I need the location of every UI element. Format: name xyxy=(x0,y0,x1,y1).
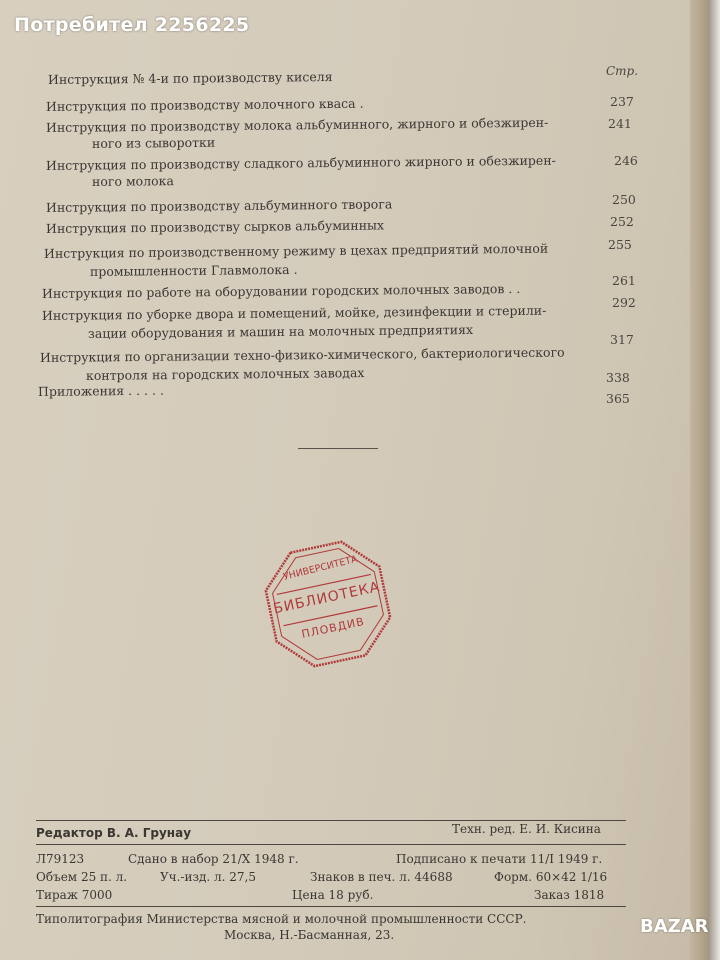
toc-entry: Инструкция по производству молочного кваса . xyxy=(45,95,364,114)
imprint-format: Форм. 60×42 1/16 xyxy=(494,870,608,884)
toc-entry: Инструкция по производству альбуминного творога xyxy=(45,196,393,215)
toc-entry: Инструкция по производству сырков альбуминных xyxy=(45,217,385,236)
imprint-code: Л79123 xyxy=(36,852,85,866)
imprint-bottom-rule xyxy=(36,906,626,907)
imprint-volume: Объем 25 п. л. xyxy=(36,870,128,884)
toc-page-number: 338 xyxy=(606,370,630,385)
toc-entry-continued: ного из сыворотки xyxy=(91,134,216,151)
toc-page-number: 250 xyxy=(612,192,636,207)
section-divider xyxy=(298,448,378,449)
imprint-block xyxy=(0,810,706,960)
imprint-order: Заказ 1818 xyxy=(534,888,605,902)
imprint-price: Цена 18 руб. xyxy=(292,888,374,902)
stamp-top-text: УНИВЕРСИТЕТА xyxy=(282,553,359,583)
imprint-publisher-sheets: Уч.-изд. л. 27,5 xyxy=(160,870,257,884)
toc-page-header: Стр. xyxy=(606,64,639,78)
printer-line: Типолитография Министерства мясной и молочной промышленности СССР. xyxy=(36,912,527,926)
imprint-signed: Подписано к печати 11/I 1949 г. xyxy=(396,852,603,866)
toc-entry-continued: контроля на городских молочных заводах xyxy=(85,365,365,383)
toc-entry: Инструкция по уборке двора и помещений, мойке, дезинфекции и стерили- xyxy=(41,302,547,323)
toc-page-number: 241 xyxy=(608,116,632,131)
toc-entry: Инструкция по производству молока альбуминного, жирного и обезжирен- xyxy=(45,114,549,135)
toc-entry: Инструкция по работе на оборудовании городских молочных заводов . . xyxy=(41,280,521,301)
toc-entry: Приложения . . . . . xyxy=(37,382,164,399)
toc-entry: Инструкция по организации техно-физико-химического, бактериологического xyxy=(39,344,565,365)
imprint-top-rule xyxy=(36,820,626,821)
background-strip xyxy=(708,0,720,960)
toc-page-number: 237 xyxy=(610,94,634,109)
toc-entry-continued: промышленности Главмолока . xyxy=(89,261,298,279)
imprint-mid-rule xyxy=(36,844,626,845)
toc-entry: Инструкция № 4-и по производству киселя xyxy=(47,69,333,87)
imprint-chars: Знаков в печ. л. 44688 xyxy=(310,870,453,884)
toc-page-number: 261 xyxy=(612,273,636,288)
toc-entry-continued: зации оборудования и машин на молочных предприятиях xyxy=(87,321,474,341)
toc-page-number: 246 xyxy=(614,153,638,168)
imprint-submitted: Сдано в набор 21/X 1948 г. xyxy=(128,852,299,866)
toc-page-number: 365 xyxy=(606,391,630,406)
toc-page-number: 252 xyxy=(610,214,634,229)
printer-address: Москва, Н.-Басманная, 23. xyxy=(224,928,395,942)
watermark-user: Потребител 2256225 xyxy=(14,14,250,36)
toc-entry: Инструкция по производственному режиму в цехах предприятий молочной xyxy=(43,240,549,261)
library-stamp xyxy=(254,530,401,677)
toc-page-number: 317 xyxy=(610,332,634,347)
toc-entry: Инструкция по производству сладкого альбуминного жирного и обезжирен- xyxy=(45,152,556,173)
tech-editor-line: Техн. ред. Е. И. Кисина xyxy=(452,822,601,836)
imprint-print-run: Тираж 7000 xyxy=(36,888,113,902)
toc-entry-continued: ного молока xyxy=(91,173,174,189)
stamp-bottom-text: ПЛОВДИВ xyxy=(300,614,366,641)
toc-page-number: 255 xyxy=(608,237,632,252)
toc-page-number: 292 xyxy=(612,295,636,310)
watermark-brand: BAZAR xyxy=(640,916,709,937)
editor-line: Редактор В. А. Грунау xyxy=(36,826,192,840)
table-of-contents xyxy=(0,0,706,420)
stamp-middle-text: БИБЛИОТЕКА xyxy=(271,579,382,618)
